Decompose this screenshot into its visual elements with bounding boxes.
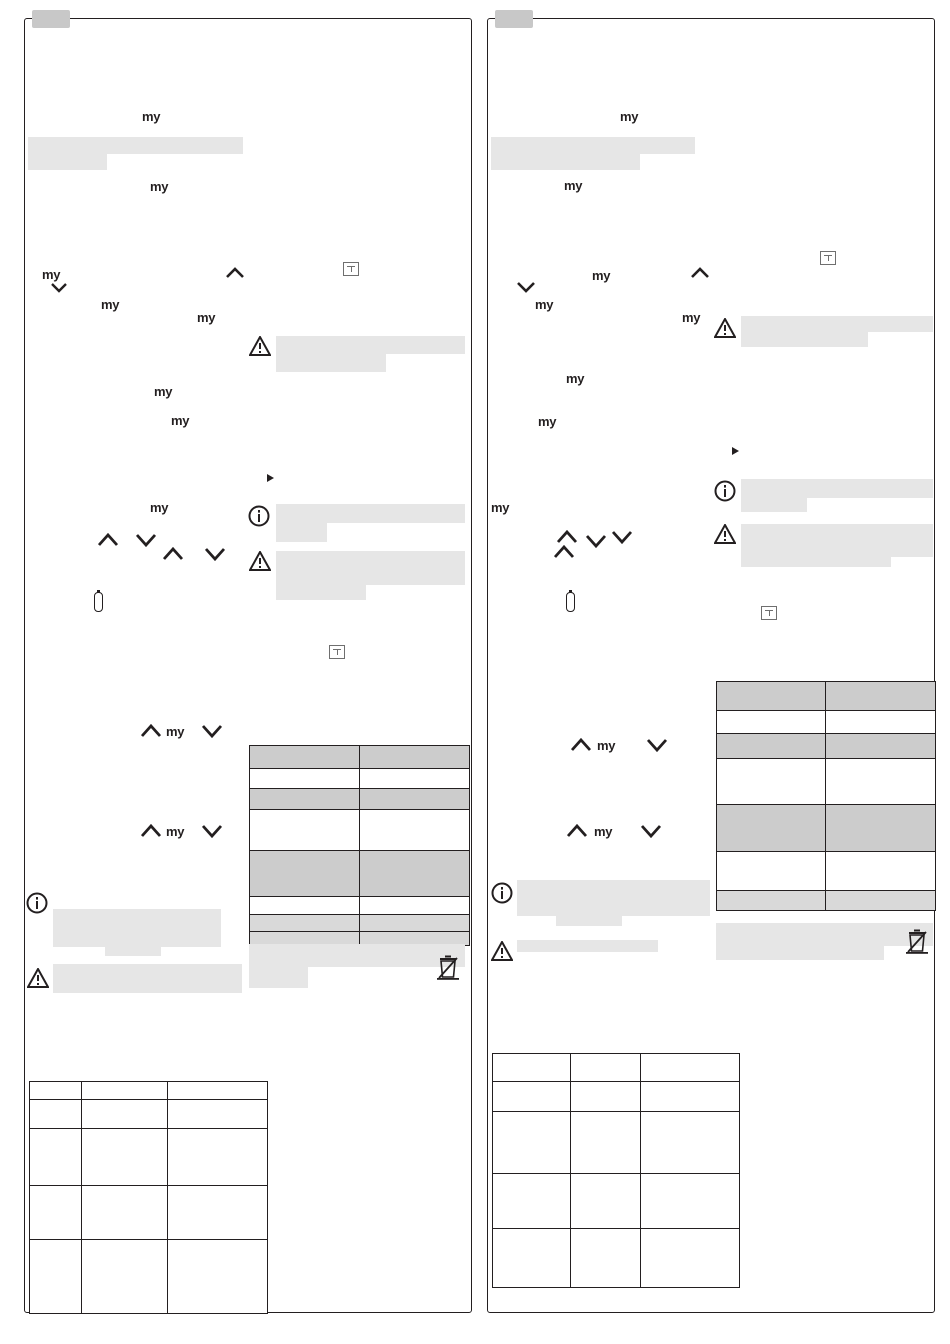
info-text-block bbox=[741, 498, 807, 512]
table-row bbox=[250, 810, 470, 851]
table-row bbox=[250, 769, 470, 789]
info-text-block bbox=[53, 909, 221, 928]
warning-triangle-icon bbox=[714, 318, 736, 343]
table-row bbox=[250, 915, 470, 932]
info-text-block bbox=[105, 947, 161, 956]
play-triangle-icon bbox=[267, 474, 274, 482]
brand-word: my bbox=[142, 109, 161, 124]
left-column-tab bbox=[32, 10, 70, 28]
weee-crossed-bin-icon bbox=[906, 928, 928, 959]
warning-text-block bbox=[741, 557, 891, 567]
info-text-block bbox=[276, 523, 327, 542]
brand-word: my bbox=[538, 414, 557, 429]
battery-icon bbox=[566, 592, 575, 612]
chevron-down-icon bbox=[50, 281, 68, 295]
warning-text-block bbox=[741, 332, 868, 347]
play-triangle-icon bbox=[732, 447, 739, 455]
right-column-tab bbox=[495, 10, 533, 28]
display-t-icon bbox=[343, 262, 359, 276]
info-text-block bbox=[517, 880, 710, 901]
display-t-icon bbox=[761, 606, 777, 620]
brand-word: my bbox=[592, 268, 611, 283]
disposal-text-block bbox=[249, 944, 465, 967]
info-text-block bbox=[276, 504, 465, 523]
table-row bbox=[493, 1054, 740, 1082]
brand-word: my bbox=[171, 413, 190, 428]
brand-word: my bbox=[620, 109, 639, 124]
table-row bbox=[717, 734, 936, 759]
warning-text-block bbox=[741, 543, 933, 557]
text-block bbox=[491, 137, 695, 154]
table-row bbox=[30, 1186, 268, 1240]
brand-word: my bbox=[166, 724, 185, 739]
table-row bbox=[30, 1082, 268, 1100]
disposal-text-block bbox=[716, 946, 884, 960]
warning-triangle-icon bbox=[491, 941, 513, 966]
table-row bbox=[250, 789, 470, 810]
chevron-down-icon bbox=[204, 545, 226, 563]
text-block bbox=[28, 154, 107, 170]
info-text-block bbox=[741, 479, 933, 498]
info-icon bbox=[26, 892, 48, 919]
table-row bbox=[250, 851, 470, 897]
warning-text-block bbox=[741, 316, 933, 332]
chevron-up-icon bbox=[553, 543, 575, 561]
right-specs-table bbox=[716, 681, 936, 911]
table-row bbox=[250, 897, 470, 915]
weee-crossed-bin-icon bbox=[437, 954, 459, 985]
brand-word: my bbox=[491, 500, 510, 515]
chevron-up-icon bbox=[570, 736, 592, 754]
info-icon bbox=[491, 882, 513, 909]
chevron-up-icon bbox=[162, 545, 184, 563]
warning-text-block bbox=[276, 354, 386, 372]
chevron-down-icon bbox=[585, 532, 607, 550]
info-text-block bbox=[556, 916, 622, 926]
chevron-up-icon bbox=[690, 265, 710, 281]
chevron-down-icon bbox=[640, 822, 662, 840]
text-block bbox=[28, 137, 243, 154]
display-t-icon bbox=[329, 645, 345, 659]
table-row bbox=[493, 1229, 740, 1288]
table-row bbox=[30, 1240, 268, 1314]
table-row bbox=[717, 805, 936, 852]
warning-text-block bbox=[741, 524, 933, 543]
brand-word: my bbox=[682, 310, 701, 325]
chevron-up-icon bbox=[225, 265, 245, 281]
warning-triangle-icon bbox=[249, 551, 271, 576]
table-row bbox=[30, 1100, 268, 1129]
chevron-up-icon bbox=[566, 822, 588, 840]
warning-text-block bbox=[276, 570, 465, 585]
table-row bbox=[717, 759, 936, 805]
warning-triangle-icon bbox=[249, 336, 271, 361]
brand-word: my bbox=[42, 267, 61, 282]
brand-word: my bbox=[150, 500, 169, 515]
chevron-down-icon bbox=[135, 531, 157, 549]
chevron-up-icon bbox=[97, 531, 119, 549]
warning-triangle-icon bbox=[714, 524, 736, 549]
chevron-down-icon bbox=[201, 822, 223, 840]
left-specs-table bbox=[249, 745, 470, 946]
table-row bbox=[717, 711, 936, 734]
warning-text-block bbox=[276, 336, 465, 354]
battery-icon bbox=[94, 592, 103, 612]
text-block bbox=[491, 154, 640, 170]
table-row bbox=[30, 1129, 268, 1186]
right-bottom-table bbox=[492, 1053, 740, 1288]
table-row bbox=[717, 852, 936, 891]
brand-word: my bbox=[101, 297, 120, 312]
table-row bbox=[493, 1112, 740, 1174]
chevron-up-icon bbox=[140, 822, 162, 840]
info-text-block bbox=[53, 928, 221, 947]
table-row bbox=[493, 1174, 740, 1229]
warning-text-block bbox=[276, 585, 366, 600]
brand-word: my bbox=[197, 310, 216, 325]
brand-word: my bbox=[564, 178, 583, 193]
warning-text-block bbox=[276, 551, 465, 570]
table-row bbox=[717, 682, 936, 711]
chevron-down-icon bbox=[646, 736, 668, 754]
table-row bbox=[717, 891, 936, 911]
chevron-up-icon bbox=[140, 722, 162, 740]
display-t-icon bbox=[820, 251, 836, 265]
warning-triangle-icon bbox=[27, 968, 49, 993]
brand-word: my bbox=[154, 384, 173, 399]
info-text-block bbox=[517, 901, 710, 916]
brand-word: my bbox=[166, 824, 185, 839]
chevron-down-icon bbox=[201, 722, 223, 740]
table-row bbox=[493, 1082, 740, 1112]
chevron-down-icon bbox=[516, 279, 536, 295]
left-bottom-table bbox=[29, 1081, 268, 1314]
brand-word: my bbox=[535, 297, 554, 312]
brand-word: my bbox=[594, 824, 613, 839]
brand-word: my bbox=[597, 738, 616, 753]
warning-text-block bbox=[517, 940, 658, 952]
brand-word: my bbox=[150, 179, 169, 194]
chevron-down-icon bbox=[611, 528, 633, 546]
info-icon bbox=[248, 505, 270, 532]
disposal-text-block bbox=[249, 967, 308, 988]
info-icon bbox=[714, 480, 736, 507]
brand-word: my bbox=[566, 371, 585, 386]
warning-text-block bbox=[53, 983, 242, 993]
disposal-text-block bbox=[716, 923, 933, 946]
warning-text-block bbox=[53, 964, 242, 983]
table-row bbox=[250, 746, 470, 769]
